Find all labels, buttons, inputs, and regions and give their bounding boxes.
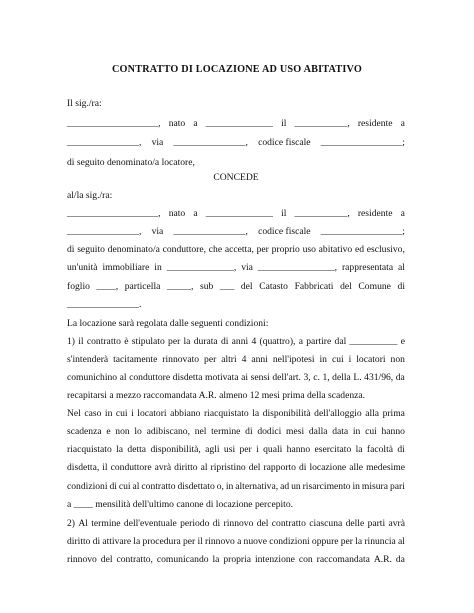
word: pari (389, 481, 405, 492)
text-line (67, 262, 405, 274)
word: A.R. (373, 554, 392, 565)
word: prima (382, 408, 405, 419)
word: la (252, 408, 260, 419)
word: ciascuna (309, 518, 343, 529)
word: cui (115, 408, 128, 419)
blank-field: ______________, (166, 262, 237, 273)
text-line (67, 299, 405, 311)
word: scadenza (67, 426, 102, 437)
word: Fabbricati (294, 281, 334, 292)
word: al (398, 262, 405, 273)
word: detta (127, 444, 147, 455)
word: la (212, 554, 220, 565)
word: hanno (381, 426, 405, 437)
word: recapitarsi a mezzo raccomandata A.R. almeno 12 mesi prima della scadenza. (67, 390, 366, 401)
word: di (220, 336, 229, 347)
word: di seguito denominato/a locatore, (67, 157, 195, 168)
word: nuove (243, 536, 267, 547)
text-line (67, 98, 405, 110)
word: ripristino (210, 462, 246, 473)
word: locatori (137, 408, 167, 419)
word: ed (354, 244, 365, 255)
word: la (133, 536, 141, 547)
word: quali (263, 444, 283, 455)
text-line (67, 390, 405, 402)
text-line (67, 462, 405, 474)
text-line (67, 499, 405, 511)
word: di (397, 444, 405, 455)
word: locatori (356, 354, 386, 365)
blank-field: _______________, (67, 137, 142, 148)
word: adibiscano, (146, 426, 190, 437)
word: procedura (142, 536, 181, 547)
word: al/la sig./ra: (67, 190, 113, 201)
word: di (245, 426, 253, 437)
word: periodo (180, 518, 210, 529)
word: rappresentata (341, 262, 394, 273)
word: il (78, 336, 84, 347)
word: per (183, 536, 196, 547)
text-line (67, 408, 405, 420)
word: condizioni (269, 536, 310, 547)
word: di (397, 281, 405, 292)
word: del (340, 281, 352, 292)
word: conduttore (110, 462, 152, 473)
word: a (400, 118, 405, 129)
word: Il sig./ra: (67, 98, 102, 109)
word: 2) (67, 518, 75, 529)
text-line (67, 536, 405, 548)
word: e (400, 336, 405, 347)
word: L. (353, 372, 362, 383)
word: data (332, 426, 349, 437)
word: tacitamente (113, 354, 158, 365)
word: a (193, 118, 198, 129)
word: misura (361, 481, 389, 492)
word: i (256, 444, 259, 455)
text-line (67, 336, 405, 348)
blank-field: __________ (349, 336, 398, 347)
word: conduttore (129, 372, 171, 383)
word: dell'eventuale (123, 518, 177, 529)
word: disdetta (172, 372, 203, 383)
text-line (67, 226, 405, 238)
word: contratto, (116, 554, 153, 565)
word: delle (345, 518, 365, 529)
word: dalla (308, 426, 328, 437)
word: medesime (366, 462, 405, 473)
word: Nel (67, 408, 81, 419)
word: per (204, 354, 217, 365)
word: rinnovo (67, 554, 97, 565)
word: Catasto (259, 281, 288, 292)
word: un (291, 481, 301, 492)
word: di (298, 462, 307, 473)
word: risarcimento (302, 481, 351, 492)
text-line (67, 354, 405, 366)
word: diritto (67, 536, 91, 547)
word: in (225, 481, 234, 492)
word: 3, (303, 372, 311, 383)
text-line (67, 137, 405, 149)
blank-field: _______________. (67, 299, 142, 310)
word: proprio (271, 244, 300, 255)
text-line (67, 318, 405, 330)
text-line (67, 157, 405, 169)
word: alle (349, 462, 364, 473)
blank-field: _______________, (173, 137, 248, 148)
text-line (67, 554, 405, 566)
word: del (100, 554, 113, 565)
word: rinuncia (364, 536, 396, 547)
word: residente (357, 118, 393, 129)
word: in (319, 354, 327, 365)
text-line (67, 444, 405, 456)
word: alternativa, (235, 481, 279, 492)
word: al (132, 481, 140, 492)
word: contratto (86, 336, 121, 347)
word: il (102, 462, 108, 473)
word: anni (251, 354, 268, 365)
word: contratto (141, 481, 176, 492)
word: abbiano (170, 408, 201, 419)
text-line (67, 190, 405, 202)
word: un'unità (67, 262, 98, 273)
text-line (67, 481, 405, 493)
word: rinnovo (205, 536, 235, 547)
word: condizioni (67, 481, 108, 492)
blank-field: ________________, (257, 262, 338, 273)
word: 1, (322, 372, 330, 383)
word: il (197, 536, 203, 547)
word: agli (205, 444, 220, 455)
word: rinnovato (162, 354, 200, 365)
text-line (67, 208, 405, 220)
word: di (212, 518, 221, 529)
word: da (395, 554, 405, 565)
word: termine (211, 426, 241, 437)
document-title: CONTRATTO DI LOCAZIONE AD USO ABITATIVO (112, 64, 362, 75)
word: facoltà (366, 444, 394, 455)
word: dal (334, 336, 347, 347)
word: sensi (250, 372, 270, 383)
word: codice fiscale (258, 226, 311, 237)
word: in (352, 426, 361, 437)
word: disponibilità (262, 408, 311, 419)
word: in (154, 262, 162, 273)
blank-field: a ____ mensilità dell'ultimo canone di locazione percepito. (67, 499, 294, 510)
word: dell'alloggio (314, 408, 362, 419)
word: rinnovo (223, 518, 254, 529)
word: seguito (77, 244, 105, 255)
blank-field: _________________; (320, 137, 405, 148)
word: per (256, 244, 269, 255)
word: cui (365, 426, 377, 437)
text-line (67, 244, 405, 256)
blank-field: ___ (219, 281, 235, 292)
word: a (237, 536, 242, 547)
word: c. (313, 372, 320, 383)
word: del (256, 518, 269, 529)
concede-heading (67, 172, 405, 184)
word: nell'ipotesi (272, 354, 315, 365)
word: per (239, 444, 252, 455)
word: la (116, 444, 124, 455)
word: particella (124, 281, 161, 292)
word: la (183, 336, 191, 347)
word: hanno (286, 444, 311, 455)
word: nato (168, 208, 186, 219)
word: raccomandata (316, 554, 370, 565)
word: abitativo (318, 244, 353, 255)
word: ai (241, 372, 249, 383)
blank-field: ______________ (205, 208, 273, 219)
word: al (200, 462, 208, 473)
word: contratto (271, 518, 306, 529)
word: disdettato (177, 481, 215, 492)
word: CONCEDE (213, 172, 259, 183)
word: propria (223, 554, 252, 565)
word: foglio (67, 281, 90, 292)
word: da (395, 372, 405, 383)
word: di (92, 536, 101, 547)
word: rapporto (263, 462, 296, 473)
word: della (332, 372, 351, 383)
word: dell'art. (272, 372, 301, 383)
word: nel (194, 426, 207, 437)
blank-field: ____, (96, 281, 119, 292)
word: avrà (154, 462, 172, 473)
word: di (67, 244, 75, 255)
word: comunichino (67, 372, 118, 383)
word: comunicando (156, 554, 209, 565)
word: partire (306, 336, 332, 347)
word: durata (193, 336, 218, 347)
word: al (119, 372, 127, 383)
word: via (241, 262, 253, 273)
word: del (240, 281, 253, 292)
text-line (67, 426, 405, 438)
word: Comune (358, 281, 391, 292)
word: denominato/a (107, 244, 160, 255)
word: anni (231, 336, 249, 347)
word: mesi (286, 426, 305, 437)
word: la (355, 536, 363, 547)
word: parti (367, 518, 386, 529)
blank-field: ___________________, (67, 118, 161, 129)
word: riacquistato (203, 408, 249, 419)
text-line (67, 518, 405, 530)
word: con (298, 554, 313, 565)
text-line (67, 281, 405, 293)
blank-field: ______________ (205, 118, 273, 129)
word: riacquistato (67, 444, 112, 455)
word: i (131, 408, 134, 419)
word: usi (223, 444, 236, 455)
word: avrà (388, 518, 405, 529)
word: di (109, 481, 117, 492)
word: accetta, (224, 244, 254, 255)
word: alla (365, 408, 380, 419)
word: a (193, 208, 198, 219)
word: via (151, 137, 164, 148)
word: dodici (257, 426, 282, 437)
word: esercitato (314, 444, 352, 455)
word: a (400, 208, 405, 219)
word: 4 (241, 354, 247, 365)
word: la (355, 444, 363, 455)
word: codice fiscale (258, 137, 311, 148)
word: attivare (102, 536, 132, 547)
word: ad (280, 481, 290, 492)
word: 4 (251, 336, 257, 347)
word: cui (331, 354, 344, 365)
word: stipulato (131, 336, 165, 347)
word: intenzione (254, 554, 295, 565)
word: 431/96, (364, 372, 394, 383)
word: in (352, 481, 360, 492)
word: s'intenderà (67, 354, 109, 365)
word: disponibilità, (150, 444, 201, 455)
text-line (67, 372, 405, 384)
word: via (151, 226, 164, 237)
word: non (390, 354, 405, 365)
blank-field: _____, (166, 281, 194, 292)
blank-field: ___________, (294, 118, 350, 129)
word: uso (302, 244, 316, 255)
word: in (104, 408, 113, 419)
word: residente (357, 208, 393, 219)
word: Al (78, 518, 88, 529)
word: termine (91, 518, 121, 529)
word: motivata (205, 372, 239, 383)
word: altri (221, 354, 237, 365)
text-line (67, 118, 405, 130)
blank-field: ___________________, (67, 208, 161, 219)
word: il (281, 118, 287, 129)
word: a (298, 336, 303, 347)
word: sub (199, 281, 214, 292)
word: è (124, 336, 129, 347)
word: oppure (311, 536, 339, 547)
word: per (340, 536, 353, 547)
word: o, (216, 481, 224, 492)
blank-field: _______________, (67, 226, 142, 237)
word: il (281, 208, 287, 219)
word: disdetta, (67, 462, 100, 473)
blank-field: ___________, (294, 208, 350, 219)
word: per (168, 336, 181, 347)
word: cui (118, 481, 131, 492)
word: del (248, 462, 261, 473)
blank-field: _________________; (320, 226, 405, 237)
word: nato (168, 118, 186, 129)
word: i (348, 354, 352, 365)
word: conduttore, (162, 244, 207, 255)
blank-field: _______________, (173, 226, 248, 237)
word: esclusivo, (366, 244, 405, 255)
word: lo (134, 426, 142, 437)
word: non (115, 426, 130, 437)
word: caso (84, 408, 102, 419)
word: e (106, 426, 111, 437)
word: La locazione sarà regolata dalle seguenti condizioni: (67, 318, 269, 329)
word: diritto (174, 462, 198, 473)
word: 1) (67, 336, 75, 347)
word: locazione (309, 462, 347, 473)
word: che (208, 244, 223, 255)
word: immobiliare (102, 262, 150, 273)
word: al (397, 536, 405, 547)
word: (quattro), (259, 336, 296, 347)
